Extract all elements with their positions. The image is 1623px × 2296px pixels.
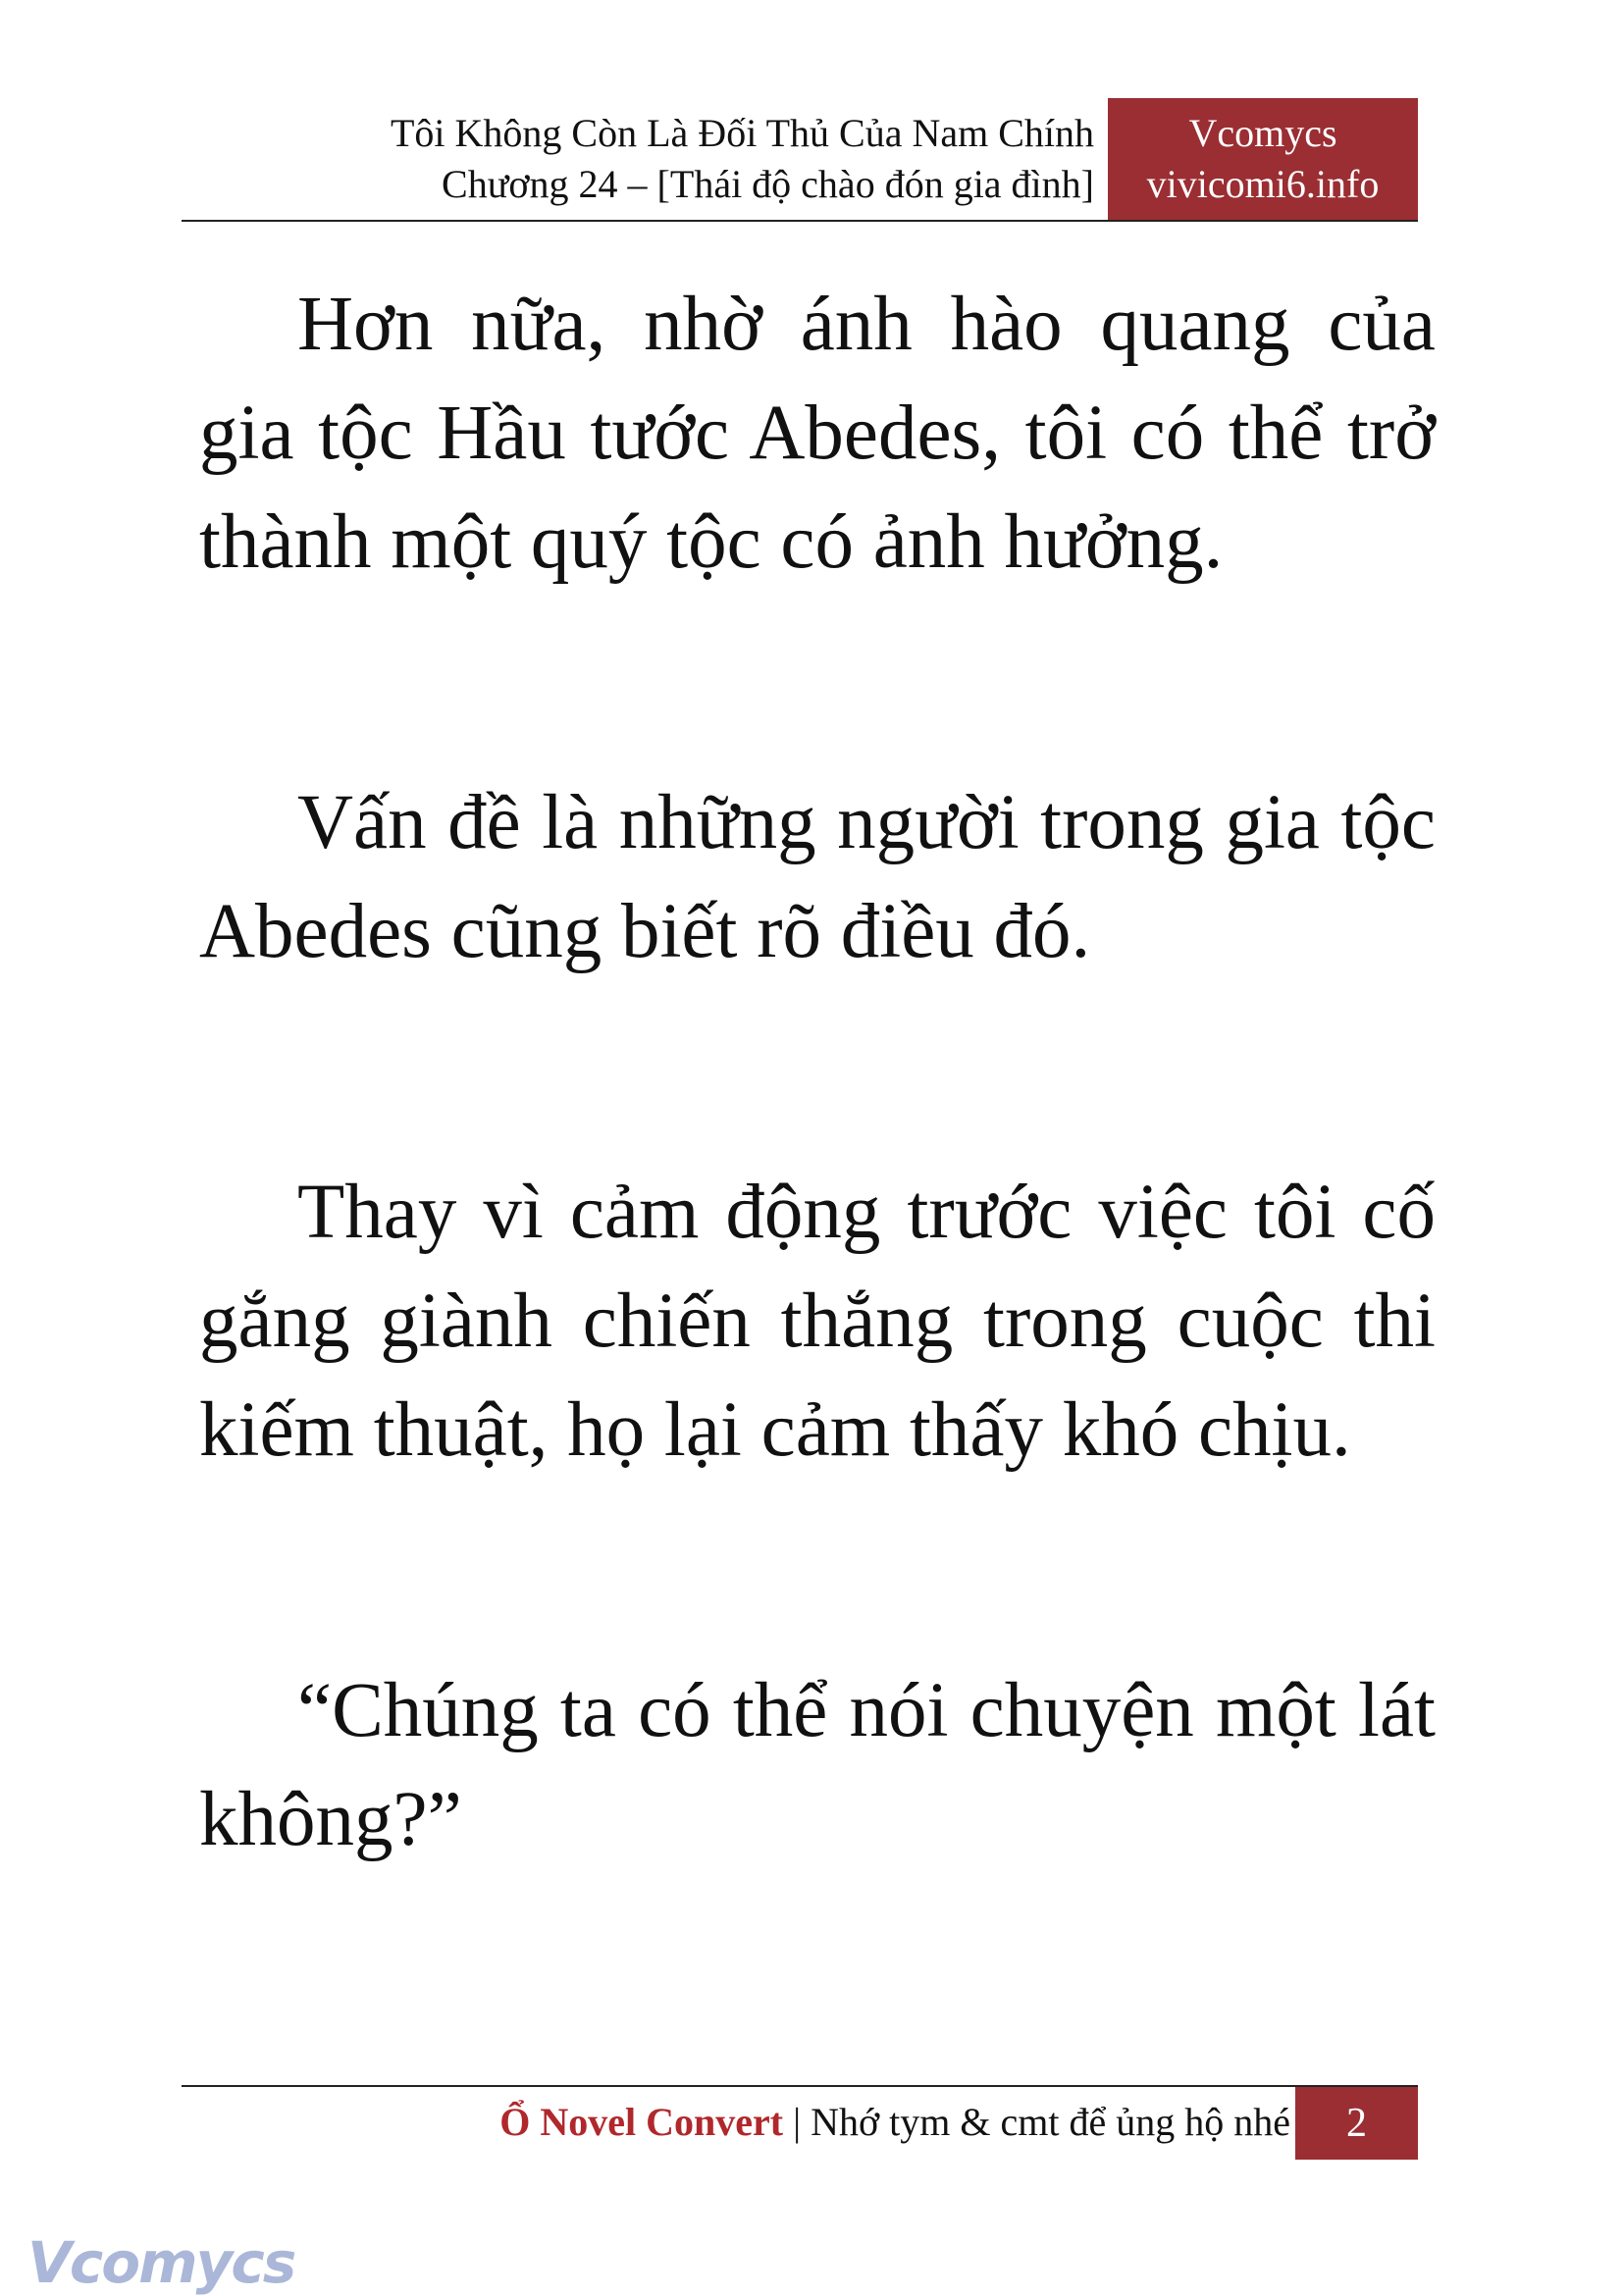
chapter-title: Chương 24 – [Thái độ chào đón gia đình]	[442, 162, 1094, 206]
header-titles	[391, 108, 1094, 210]
page-number: 2	[1295, 2087, 1418, 2160]
paragraph: Hơn nữa, nhờ ánh hào quang của gia tộc Hầu tước Abedes, tôi có thể trở thành một quý tộc có ảnh hưởng.	[199, 282, 1436, 585]
book-title: Tôi Không Còn Là Đối Thủ Của Nam Chính	[391, 111, 1094, 155]
site-badge	[1108, 98, 1418, 220]
chapter-content	[199, 270, 1436, 1874]
footer-brand: Ổ Novel Convert	[499, 2100, 784, 2144]
footer-separator: |	[783, 2100, 812, 2144]
site-name: Vcomycs	[1188, 111, 1337, 155]
paragraph: Thay vì cảm động trước việc tôi cố gắng giành chiến thắng trong cuộc thi kiếm thuật, họ lại cảm thấy khó chịu.	[199, 1170, 1436, 1473]
footer-message: Nhớ tym & cmt để ủng hộ nhé	[811, 2100, 1290, 2144]
paragraph: “Chúng ta có thể nói chuyện một lát không?”	[199, 1668, 1436, 1862]
watermark-logo: Vcomycs	[27, 2229, 295, 2296]
page-header	[182, 98, 1418, 222]
site-url: vivicomi6.info	[1146, 162, 1380, 206]
page-footer	[182, 2085, 1418, 2160]
footer-text	[499, 2097, 1290, 2148]
paragraph: Vấn đề là những người trong gia tộc Abedes cũng biết rõ điều đó.	[199, 780, 1436, 974]
